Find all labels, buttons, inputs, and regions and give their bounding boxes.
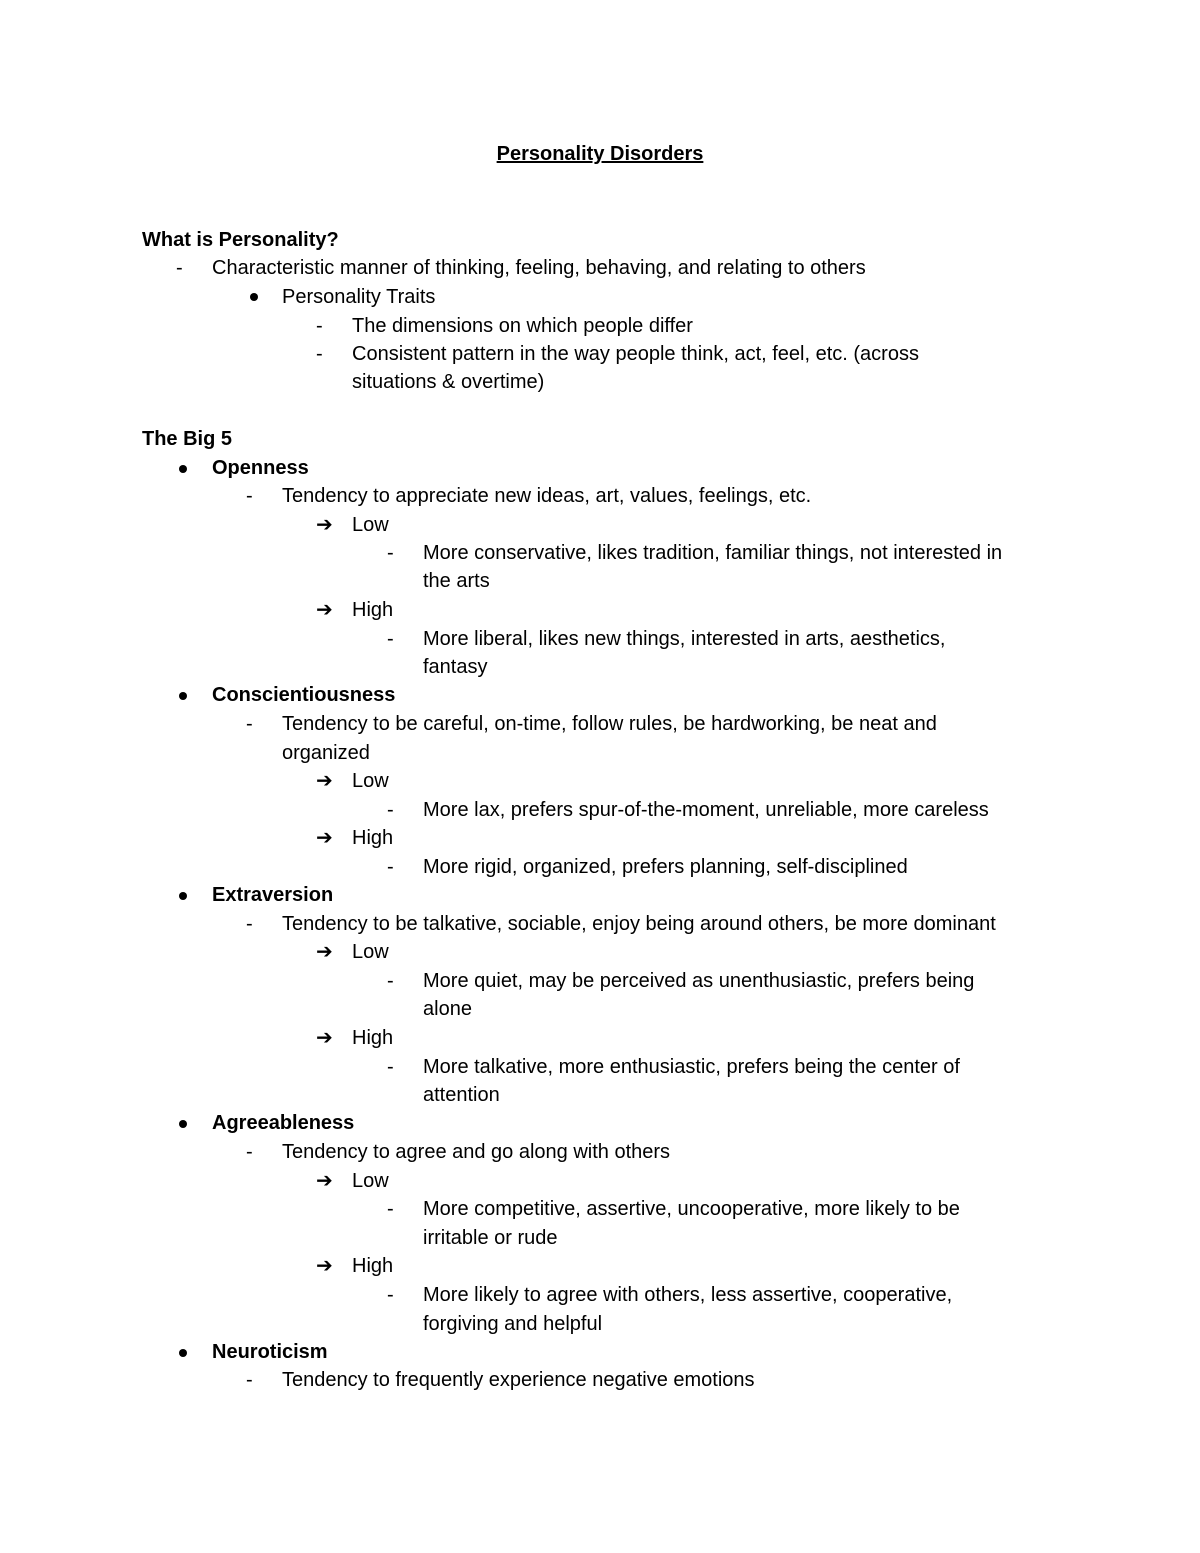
trait-description: Tendency to appreciate new ideas, art, values, feelings, etc. bbox=[282, 485, 812, 507]
high-description-continuation: attention bbox=[423, 1084, 500, 1106]
bullet-icon bbox=[179, 892, 187, 900]
dash-marker: - bbox=[176, 257, 183, 279]
trait-description: Tendency to be careful, on-time, follow rules, be hardworking, be neat and bbox=[282, 713, 937, 735]
high-label: High bbox=[352, 827, 394, 849]
dash-marker: - bbox=[246, 1141, 253, 1163]
dash-marker: - bbox=[387, 856, 394, 878]
dash-marker: - bbox=[387, 1056, 394, 1078]
low-description: More quiet, may be perceived as unenthusiastic, prefers being bbox=[423, 970, 975, 992]
list-item: Personality Traits bbox=[282, 286, 436, 308]
dash-marker: - bbox=[387, 970, 394, 992]
dash-marker: - bbox=[246, 913, 253, 935]
dash-marker: - bbox=[387, 1284, 394, 1306]
arrow-icon: ➔ bbox=[316, 941, 333, 963]
low-description-continuation: the arts bbox=[423, 570, 490, 592]
low-description: More conservative, likes tradition, familiar things, not interested in bbox=[423, 542, 1003, 564]
high-description: More liberal, likes new things, interested in arts, aesthetics, bbox=[423, 628, 946, 650]
arrow-icon: ➔ bbox=[316, 1255, 333, 1277]
list-item: Characteristic manner of thinking, feeling, behaving, and relating to others bbox=[212, 257, 866, 279]
bullet-icon bbox=[179, 1120, 187, 1128]
dash-marker: - bbox=[316, 343, 323, 365]
dash-marker: - bbox=[246, 485, 253, 507]
trait-neuroticism: Neuroticism bbox=[212, 1341, 328, 1363]
low-label: Low bbox=[352, 514, 389, 536]
low-label: Low bbox=[352, 770, 389, 792]
low-label: Low bbox=[352, 941, 389, 963]
trait-description-continuation: organized bbox=[282, 742, 370, 764]
list-item: The dimensions on which people differ bbox=[352, 315, 693, 337]
low-description-continuation: alone bbox=[423, 998, 472, 1020]
section-heading-personality: What is Personality? bbox=[142, 229, 339, 251]
trait-conscientiousness: Conscientiousness bbox=[212, 684, 396, 706]
low-label: Low bbox=[352, 1170, 389, 1192]
trait-description: Tendency to frequently experience negative emotions bbox=[282, 1369, 755, 1391]
bullet-icon bbox=[179, 1349, 187, 1357]
trait-extraversion: Extraversion bbox=[212, 884, 334, 906]
dash-marker: - bbox=[387, 799, 394, 821]
high-label: High bbox=[352, 1255, 394, 1277]
high-label: High bbox=[352, 599, 394, 621]
arrow-icon: ➔ bbox=[316, 770, 333, 792]
high-description-continuation: forgiving and helpful bbox=[423, 1313, 603, 1335]
arrow-icon: ➔ bbox=[316, 599, 333, 621]
high-description: More likely to agree with others, less assertive, cooperative, bbox=[423, 1284, 953, 1306]
trait-openness: Openness bbox=[212, 457, 309, 479]
high-description: More talkative, more enthusiastic, prefers being the center of bbox=[423, 1056, 960, 1078]
dash-marker: - bbox=[246, 713, 253, 735]
low-description: More competitive, assertive, uncooperative, more likely to be bbox=[423, 1198, 960, 1220]
list-item-continuation: situations & overtime) bbox=[352, 371, 545, 393]
dash-marker: - bbox=[387, 1198, 394, 1220]
arrow-icon: ➔ bbox=[316, 1170, 333, 1192]
dash-marker: - bbox=[246, 1369, 253, 1391]
arrow-icon: ➔ bbox=[316, 827, 333, 849]
bullet-icon bbox=[179, 465, 187, 473]
list-item: Consistent pattern in the way people think, act, feel, etc. (across bbox=[352, 343, 919, 365]
bullet-icon bbox=[250, 293, 258, 301]
bullet-icon bbox=[179, 692, 187, 700]
trait-agreeableness: Agreeableness bbox=[212, 1112, 355, 1134]
high-description: More rigid, organized, prefers planning, self-disciplined bbox=[423, 856, 908, 878]
dash-marker: - bbox=[387, 542, 394, 564]
high-description-continuation: fantasy bbox=[423, 656, 488, 678]
low-description: More lax, prefers spur-of-the-moment, unreliable, more careless bbox=[423, 799, 989, 821]
high-label: High bbox=[352, 1027, 394, 1049]
dash-marker: - bbox=[387, 628, 394, 650]
arrow-icon: ➔ bbox=[316, 514, 333, 536]
trait-description: Tendency to be talkative, sociable, enjoy being around others, be more dominant bbox=[282, 913, 996, 935]
low-description-continuation: irritable or rude bbox=[423, 1227, 558, 1249]
section-heading-big5: The Big 5 bbox=[142, 428, 233, 450]
arrow-icon: ➔ bbox=[316, 1027, 333, 1049]
trait-description: Tendency to agree and go along with others bbox=[282, 1141, 671, 1163]
page-title: Personality Disorders bbox=[496, 143, 704, 165]
dash-marker: - bbox=[316, 315, 323, 337]
